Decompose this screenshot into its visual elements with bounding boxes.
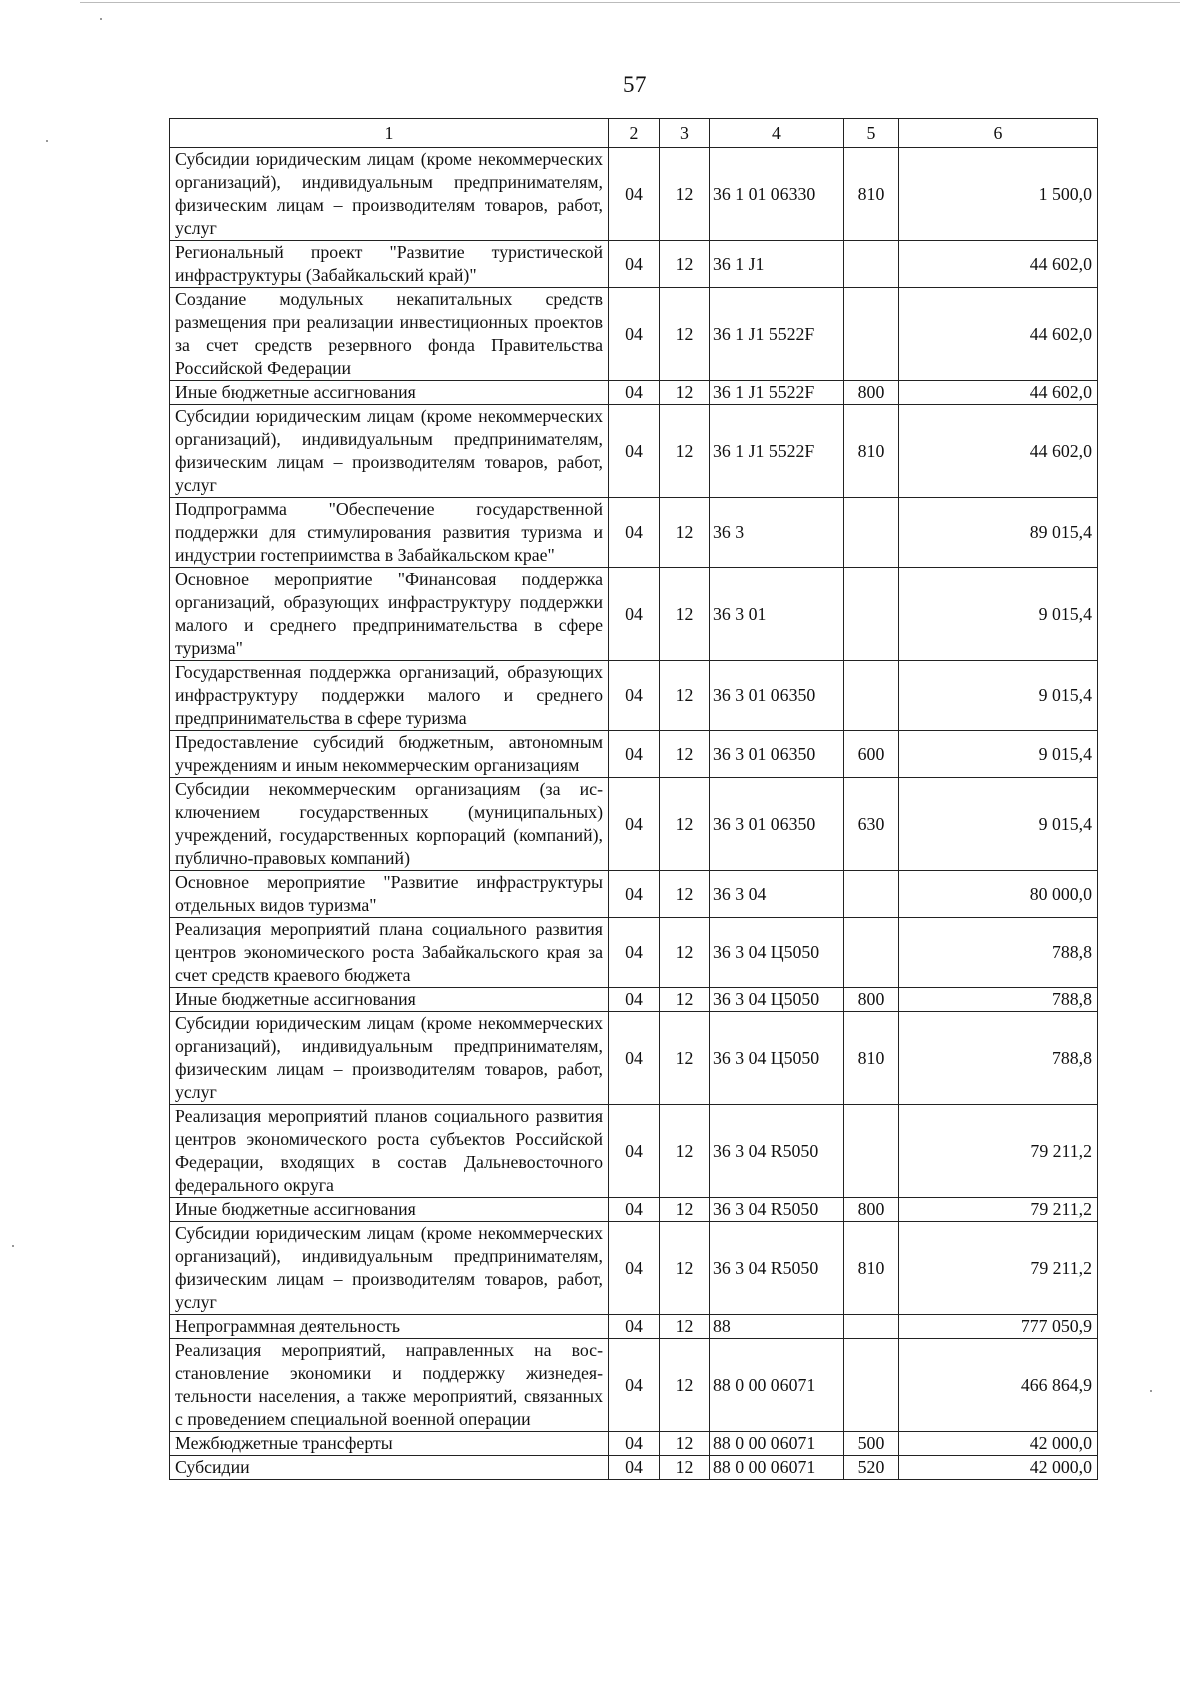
row-target-article: 36 1 J1 <box>710 241 844 288</box>
row-subsection: 12 <box>660 778 710 871</box>
table-row <box>170 1222 1098 1315</box>
row-section: 04 <box>609 498 660 568</box>
row-expense-type: 810 <box>844 148 899 241</box>
row-subsection: 12 <box>660 1456 710 1480</box>
row-expense-type <box>844 1339 899 1432</box>
row-subsection: 12 <box>660 871 710 918</box>
table-row <box>170 1105 1098 1198</box>
row-amount: 44 602,0 <box>899 405 1098 498</box>
table-row <box>170 568 1098 661</box>
scan-speck <box>46 140 48 142</box>
row-amount: 9 015,4 <box>899 661 1098 731</box>
row-subsection: 12 <box>660 1315 710 1339</box>
table-row <box>170 498 1098 568</box>
row-subsection: 12 <box>660 1105 710 1198</box>
row-description: Межбюджетные трансферты <box>170 1432 609 1456</box>
header-col-5: 5 <box>844 119 899 148</box>
row-target-article: 36 1 01 06330 <box>710 148 844 241</box>
row-amount: 466 864,9 <box>899 1339 1098 1432</box>
row-amount: 9 015,4 <box>899 778 1098 871</box>
row-target-article: 36 3 01 06350 <box>710 731 844 778</box>
row-section: 04 <box>609 148 660 241</box>
table-header-row <box>170 119 1098 148</box>
row-section: 04 <box>609 1456 660 1480</box>
row-target-article: 36 3 04 R5050 <box>710 1105 844 1198</box>
row-target-article: 36 1 J1 5522F <box>710 405 844 498</box>
table-row <box>170 1432 1098 1456</box>
row-subsection: 12 <box>660 1432 710 1456</box>
row-subsection: 12 <box>660 148 710 241</box>
row-subsection: 12 <box>660 1198 710 1222</box>
row-target-article: 36 3 04 R5050 <box>710 1222 844 1315</box>
row-subsection: 12 <box>660 731 710 778</box>
row-target-article: 36 3 01 <box>710 568 844 661</box>
row-subsection: 12 <box>660 405 710 498</box>
scan-speck <box>100 18 102 20</box>
row-section: 04 <box>609 381 660 405</box>
row-expense-type <box>844 871 899 918</box>
table-row <box>170 661 1098 731</box>
row-amount: 44 602,0 <box>899 288 1098 381</box>
row-amount: 42 000,0 <box>899 1456 1098 1480</box>
row-expense-type <box>844 498 899 568</box>
row-target-article: 36 3 <box>710 498 844 568</box>
row-expense-type <box>844 1105 899 1198</box>
row-description: Субсидии некоммерческим организациям (за исключением государственных (муниципальных) учреждений, государственных корпораций (компаний), публично-правовых компаний) <box>170 778 609 871</box>
table-row <box>170 1315 1098 1339</box>
row-section: 04 <box>609 661 660 731</box>
row-section: 04 <box>609 871 660 918</box>
row-section: 04 <box>609 568 660 661</box>
row-description: Субсидии юридическим лицам (кроме некоммерческих организаций), индивидуальным предпринимателям, физическим лицам – производителям товаров, работ, услуг <box>170 148 609 241</box>
row-section: 04 <box>609 918 660 988</box>
row-section: 04 <box>609 1432 660 1456</box>
table-row <box>170 241 1098 288</box>
row-subsection: 12 <box>660 661 710 731</box>
row-subsection: 12 <box>660 1012 710 1105</box>
row-section: 04 <box>609 1222 660 1315</box>
row-amount: 89 015,4 <box>899 498 1098 568</box>
row-expense-type <box>844 661 899 731</box>
row-target-article: 36 3 01 06350 <box>710 778 844 871</box>
table-row <box>170 148 1098 241</box>
header-col-2: 2 <box>609 119 660 148</box>
row-expense-type <box>844 568 899 661</box>
table-row <box>170 731 1098 778</box>
row-description: Региональный проект "Развитие туристической инфраструктуры (Забайкальский край)" <box>170 241 609 288</box>
row-description: Предоставление субсидий бюджетным, автономным учреждениям и иным некоммерческим организациям <box>170 731 609 778</box>
scan-speck <box>12 1245 14 1247</box>
row-expense-type <box>844 918 899 988</box>
row-target-article: 36 3 04 Ц5050 <box>710 1012 844 1105</box>
row-expense-type: 810 <box>844 405 899 498</box>
row-amount: 42 000,0 <box>899 1432 1098 1456</box>
table-row <box>170 1012 1098 1105</box>
row-target-article: 36 1 J1 5522F <box>710 381 844 405</box>
row-section: 04 <box>609 778 660 871</box>
row-amount: 79 211,2 <box>899 1198 1098 1222</box>
row-expense-type: 810 <box>844 1012 899 1105</box>
row-target-article: 36 3 04 Ц5050 <box>710 918 844 988</box>
row-subsection: 12 <box>660 988 710 1012</box>
row-description: Реализация мероприятий плана социального развития центров экономического роста Забайкальского края за счет средств краевого бюджета <box>170 918 609 988</box>
row-expense-type <box>844 1315 899 1339</box>
row-target-article: 88 0 00 06071 <box>710 1432 844 1456</box>
row-amount: 788,8 <box>899 918 1098 988</box>
row-description: Реализация мероприятий, направленных на восстановление экономики и поддержку жизнедеятельности населения, а также мероприятий, связанных с проведением специальной военной операции <box>170 1339 609 1432</box>
row-target-article: 36 3 04 <box>710 871 844 918</box>
row-target-article: 36 3 04 Ц5050 <box>710 988 844 1012</box>
row-description: Основное мероприятие "Развитие инфраструктуры отдельных видов туризма" <box>170 871 609 918</box>
row-description: Основное мероприятие "Финансовая поддержка организаций, образующих инфраструктуру поддержки малого и среднего предпринимательства в сфере туризма" <box>170 568 609 661</box>
row-section: 04 <box>609 1198 660 1222</box>
table-row <box>170 1198 1098 1222</box>
header-col-3: 3 <box>660 119 710 148</box>
header-col-4: 4 <box>710 119 844 148</box>
table-row <box>170 405 1098 498</box>
row-section: 04 <box>609 1315 660 1339</box>
table-row <box>170 288 1098 381</box>
row-description: Непрограммная деятельность <box>170 1315 609 1339</box>
row-amount: 9 015,4 <box>899 568 1098 661</box>
row-subsection: 12 <box>660 568 710 661</box>
row-description: Субсидии юридическим лицам (кроме некоммерческих организаций), индивидуальным предпринимателям, физическим лицам – производителям товаров, работ, услуг <box>170 405 609 498</box>
scan-speck <box>1150 1390 1152 1392</box>
table-row <box>170 918 1098 988</box>
table-row <box>170 988 1098 1012</box>
row-expense-type: 600 <box>844 731 899 778</box>
row-section: 04 <box>609 1339 660 1432</box>
row-subsection: 12 <box>660 918 710 988</box>
row-section: 04 <box>609 1012 660 1105</box>
budget-allocation-table <box>169 118 1098 1480</box>
row-subsection: 12 <box>660 381 710 405</box>
row-expense-type <box>844 288 899 381</box>
table-row <box>170 381 1098 405</box>
row-description: Подпрограмма "Обеспечение государственной поддержки для стимулирования развития туризма и индустрии гостеприимства в Забайкальском крае" <box>170 498 609 568</box>
row-amount: 79 211,2 <box>899 1105 1098 1198</box>
row-subsection: 12 <box>660 1222 710 1315</box>
row-amount: 79 211,2 <box>899 1222 1098 1315</box>
row-description: Иные бюджетные ассигнования <box>170 381 609 405</box>
row-subsection: 12 <box>660 1339 710 1432</box>
row-section: 04 <box>609 241 660 288</box>
row-expense-type: 800 <box>844 988 899 1012</box>
row-section: 04 <box>609 1105 660 1198</box>
row-amount: 788,8 <box>899 988 1098 1012</box>
row-expense-type: 500 <box>844 1432 899 1456</box>
row-description: Субсидии юридическим лицам (кроме некоммерческих организаций), индивидуальным предпринимателям, физическим лицам – производителям товаров, работ, услуг <box>170 1222 609 1315</box>
row-expense-type: 800 <box>844 1198 899 1222</box>
row-amount: 9 015,4 <box>899 731 1098 778</box>
row-expense-type: 810 <box>844 1222 899 1315</box>
row-description: Государственная поддержка организаций, образующих инфраструктуру поддержки малого и среднего предпринимательства в сфере туризма <box>170 661 609 731</box>
scan-top-edge <box>80 2 1180 3</box>
row-subsection: 12 <box>660 241 710 288</box>
row-section: 04 <box>609 405 660 498</box>
row-description: Реализация мероприятий планов социального развития центров экономического роста субъектов Российской Федерации, входящих в состав Дальневосточного федерального округа <box>170 1105 609 1198</box>
row-subsection: 12 <box>660 498 710 568</box>
row-expense-type <box>844 241 899 288</box>
row-section: 04 <box>609 731 660 778</box>
row-target-article: 88 0 00 06071 <box>710 1339 844 1432</box>
row-expense-type: 630 <box>844 778 899 871</box>
row-amount: 80 000,0 <box>899 871 1098 918</box>
table-row <box>170 1456 1098 1480</box>
row-target-article: 36 3 01 06350 <box>710 661 844 731</box>
row-description: Иные бюджетные ассигнования <box>170 1198 609 1222</box>
row-amount: 788,8 <box>899 1012 1098 1105</box>
row-description: Субсидии юридическим лицам (кроме некоммерческих организаций), индивидуальным предпринимателям, физическим лицам – производителям товаров, работ, услуг <box>170 1012 609 1105</box>
row-amount: 44 602,0 <box>899 381 1098 405</box>
row-description: Субсидии <box>170 1456 609 1480</box>
row-subsection: 12 <box>660 288 710 381</box>
row-target-article: 88 0 00 06071 <box>710 1456 844 1480</box>
row-target-article: 88 <box>710 1315 844 1339</box>
header-col-1: 1 <box>170 119 609 148</box>
row-expense-type: 800 <box>844 381 899 405</box>
header-col-6: 6 <box>899 119 1098 148</box>
row-section: 04 <box>609 288 660 381</box>
row-expense-type: 520 <box>844 1456 899 1480</box>
table-row <box>170 778 1098 871</box>
row-amount: 777 050,9 <box>899 1315 1098 1339</box>
table-row <box>170 871 1098 918</box>
row-description: Создание модульных некапитальных средств размещения при реализации инвестиционных проектов за счет средств резервного фонда Правительства Российской Федерации <box>170 288 609 381</box>
page-number: 57 <box>623 72 647 97</box>
row-target-article: 36 3 04 R5050 <box>710 1198 844 1222</box>
row-amount: 1 500,0 <box>899 148 1098 241</box>
row-target-article: 36 1 J1 5522F <box>710 288 844 381</box>
row-amount: 44 602,0 <box>899 241 1098 288</box>
row-section: 04 <box>609 988 660 1012</box>
table-row <box>170 1339 1098 1432</box>
row-description: Иные бюджетные ассигнования <box>170 988 609 1012</box>
